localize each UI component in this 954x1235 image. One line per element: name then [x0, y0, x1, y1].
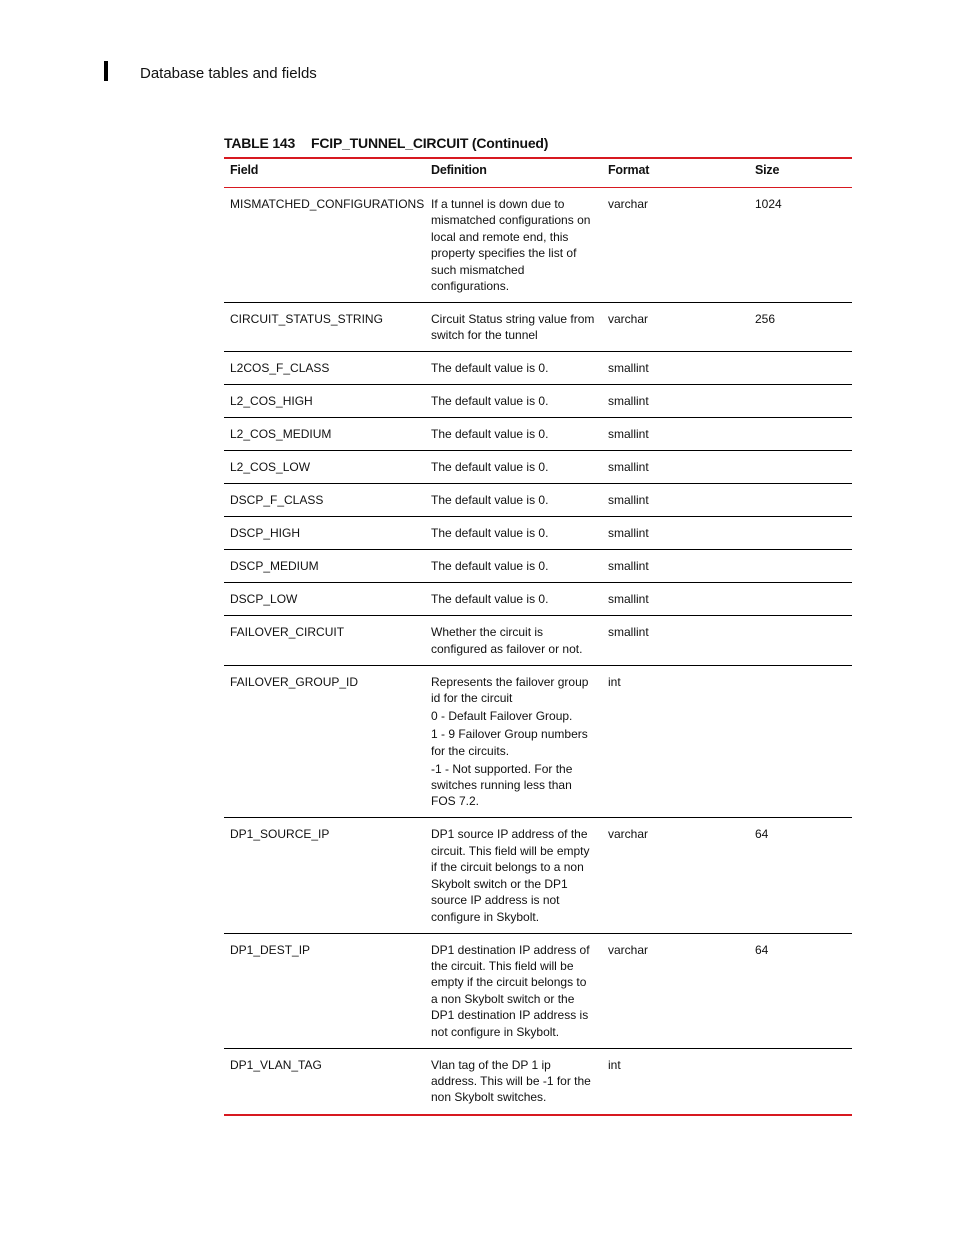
cell-format: int	[602, 1048, 749, 1115]
definition-paragraph: Vlan tag of the DP 1 ip address. This will be -1 for the non Skybolt switches.	[431, 1057, 591, 1105]
cell-definition	[425, 385, 602, 418]
cell-size	[749, 451, 852, 484]
cell-size: 256	[749, 303, 852, 352]
cell-size	[749, 484, 852, 517]
cell-field: DP1_VLAN_TAG	[224, 1048, 425, 1115]
column-header-size: Size	[749, 158, 852, 188]
cell-format: smallint	[602, 550, 749, 583]
table-row	[224, 352, 852, 385]
cell-format: varchar	[602, 303, 749, 352]
table-row	[224, 933, 852, 1048]
cell-format: int	[602, 665, 749, 818]
definition-paragraph: The default value is 0.	[431, 394, 549, 409]
cell-format: varchar	[602, 933, 749, 1048]
table-row	[224, 188, 852, 303]
cell-size	[749, 517, 852, 550]
cell-field: L2_COS_HIGH	[224, 385, 425, 418]
cell-definition	[425, 550, 602, 583]
definition-paragraph: Whether the circuit is configured as failover or not.	[431, 625, 583, 656]
cell-field: DSCP_HIGH	[224, 517, 425, 550]
table-container	[224, 157, 852, 1116]
table-row	[224, 385, 852, 418]
cell-size: 64	[749, 933, 852, 1048]
definition-paragraph: 1 - 9 Failover Group numbers for the circuits.	[431, 727, 588, 758]
cell-size	[749, 418, 852, 451]
table-row	[224, 418, 852, 451]
cell-field: L2COS_F_CLASS	[224, 352, 425, 385]
cell-format: smallint	[602, 418, 749, 451]
cell-definition	[425, 188, 602, 303]
cell-field: FAILOVER_CIRCUIT	[224, 616, 425, 665]
cell-field: DSCP_F_CLASS	[224, 484, 425, 517]
table-header-row	[224, 158, 852, 188]
cell-size	[749, 583, 852, 616]
cell-field: L2_COS_MEDIUM	[224, 418, 425, 451]
definition-paragraph: Circuit Status string value from switch for the tunnel	[431, 312, 595, 343]
cell-definition	[425, 352, 602, 385]
table-row	[224, 550, 852, 583]
table-row	[224, 517, 852, 550]
cell-definition	[425, 418, 602, 451]
cell-format: smallint	[602, 517, 749, 550]
cell-definition	[425, 616, 602, 665]
cell-field: DP1_DEST_IP	[224, 933, 425, 1048]
cell-size: 64	[749, 818, 852, 933]
change-bar	[104, 61, 108, 81]
cell-field: DSCP_MEDIUM	[224, 550, 425, 583]
column-header-format: Format	[602, 158, 749, 188]
cell-definition	[425, 933, 602, 1048]
cell-size	[749, 1048, 852, 1115]
cell-definition	[425, 818, 602, 933]
definition-paragraph: The default value is 0.	[431, 559, 549, 574]
cell-field: L2_COS_LOW	[224, 451, 425, 484]
table-row	[224, 484, 852, 517]
column-header-field: Field	[224, 158, 425, 188]
cell-definition	[425, 1048, 602, 1115]
cell-field: DP1_SOURCE_IP	[224, 818, 425, 933]
cell-field: DSCP_LOW	[224, 583, 425, 616]
table-row	[224, 665, 852, 818]
cell-size	[749, 665, 852, 818]
table-row	[224, 451, 852, 484]
definition-paragraph: 0 - Default Failover Group.	[431, 709, 573, 724]
definition-paragraph: The default value is 0.	[431, 493, 549, 508]
running-header: Database tables and fields	[140, 65, 317, 82]
cell-definition	[425, 517, 602, 550]
definition-paragraph: The default value is 0.	[431, 427, 549, 442]
fields-table	[224, 157, 852, 1116]
cell-format: smallint	[602, 385, 749, 418]
cell-definition	[425, 451, 602, 484]
definition-paragraph: If a tunnel is down due to mismatched configurations on local and remote end, this property specifies the list of such mismatched configurations.	[431, 197, 591, 294]
table-row	[224, 818, 852, 933]
cell-field: FAILOVER_GROUP_ID	[224, 665, 425, 818]
definition-paragraph: -1 - Not supported. For the switches running less than FOS 7.2.	[431, 761, 573, 809]
table-row	[224, 1048, 852, 1115]
cell-definition	[425, 484, 602, 517]
cell-format: smallint	[602, 583, 749, 616]
table-row	[224, 583, 852, 616]
table-body	[224, 188, 852, 1116]
cell-definition	[425, 583, 602, 616]
cell-field: CIRCUIT_STATUS_STRING	[224, 303, 425, 352]
definition-paragraph: DP1 destination IP address of the circuit. This field will be empty if the circuit belongs to a non Skybolt switch or the DP1 destination IP address is not configure in Skybolt.	[431, 942, 590, 1039]
cell-format: smallint	[602, 484, 749, 517]
cell-definition	[425, 665, 602, 818]
cell-size	[749, 616, 852, 665]
table-caption	[224, 135, 548, 151]
cell-size	[749, 352, 852, 385]
cell-format: smallint	[602, 451, 749, 484]
definition-paragraph: The default value is 0.	[431, 460, 549, 475]
cell-format: smallint	[602, 616, 749, 665]
cell-size	[749, 385, 852, 418]
definition-paragraph: The default value is 0.	[431, 526, 549, 541]
table-row	[224, 303, 852, 352]
cell-size: 1024	[749, 188, 852, 303]
cell-definition	[425, 303, 602, 352]
cell-format: varchar	[602, 188, 749, 303]
definition-paragraph: DP1 source IP address of the circuit. This field will be empty if the circuit belongs to a non Skybolt switch or the DP1 source IP address is not configure in Skybolt.	[431, 827, 590, 924]
definition-paragraph: The default value is 0.	[431, 592, 549, 607]
table-number: TABLE 143	[224, 135, 296, 151]
table-title: FCIP_TUNNEL_CIRCUIT (Continued)	[311, 135, 549, 151]
cell-format: smallint	[602, 352, 749, 385]
cell-format: varchar	[602, 818, 749, 933]
cell-field: MISMATCHED_CONFIGURATIONS	[224, 188, 425, 303]
definition-paragraph: Represents the failover group id for the circuit	[431, 674, 589, 706]
cell-size	[749, 550, 852, 583]
column-header-definition: Definition	[425, 158, 602, 188]
definition-paragraph: The default value is 0.	[431, 361, 549, 376]
table-row	[224, 616, 852, 665]
